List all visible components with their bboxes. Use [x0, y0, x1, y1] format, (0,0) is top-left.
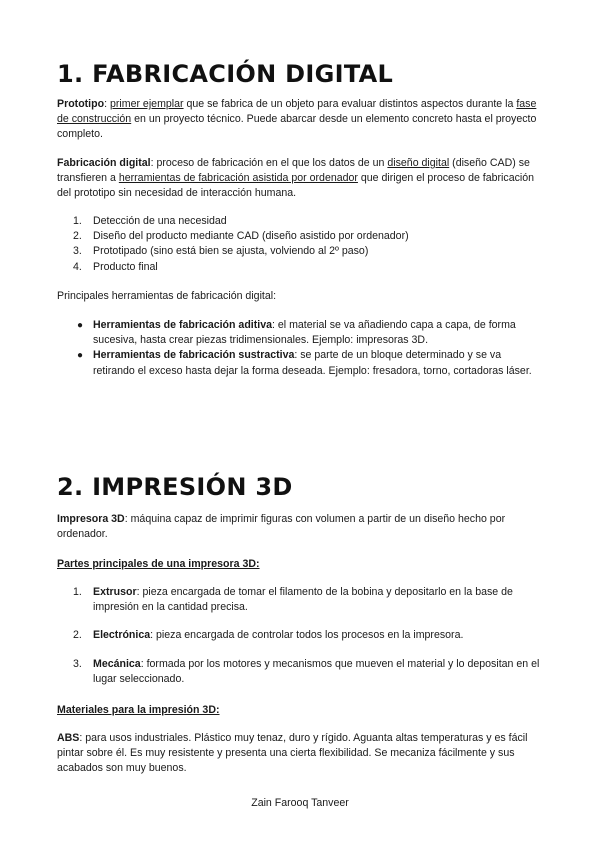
list-number: 1.: [73, 586, 82, 598]
list-item: [57, 260, 543, 275]
part-term: Electrónica: [93, 629, 151, 641]
abs-paragraph: [57, 731, 543, 777]
bullet-icon: ●: [77, 350, 84, 362]
text-span: que dirigen el proceso de fabricación del prototipo sin necesidad de interacción humana.: [57, 172, 535, 200]
prototipo-term: Prototipo: [57, 98, 105, 110]
text-span: que se fabrica de un objeto para evaluar distintos aspectos durante la: [183, 98, 517, 110]
text-span: : proceso de fabricación en el que los datos de un: [150, 157, 388, 169]
parts-list: [57, 628, 543, 643]
list-number: 3.: [73, 658, 82, 670]
materials-heading: Materiales para la impresión 3D:: [57, 704, 220, 716]
list-item: [57, 229, 543, 244]
list-number: 4.: [73, 260, 82, 273]
section1-title: 1. FABRICACIÓN DIGITAL: [57, 60, 394, 88]
steps-list: [57, 214, 543, 275]
part-term: Extrusor: [93, 586, 137, 598]
part-term: Mecánica: [93, 658, 141, 670]
impresora-paragraph: [57, 512, 543, 542]
list-item: [57, 244, 543, 259]
list-item: [57, 318, 543, 348]
list-number: 3.: [73, 245, 82, 258]
tool-term: Herramientas de fabricación sustractiva: [93, 349, 295, 362]
list-number: 2.: [73, 230, 82, 243]
list-text: Detección de una necesidad: [93, 215, 227, 227]
text-span: (diseño CAD) se transfieren a: [57, 157, 530, 185]
footer-author: Zain Farooq Tanveer: [251, 797, 349, 809]
list-item: [57, 214, 543, 229]
parts-list: [57, 657, 543, 687]
text-span: :: [104, 98, 110, 110]
text-span: en un proyecto técnico. Puede abarcar desde un elemento concreto hasta el proyecto completo.: [57, 113, 537, 141]
part-text: : formada por los motores y mecanismos que mueven el material y lo depositan en el lugar seleccionado.: [93, 658, 540, 686]
link-fase-construccion[interactable]: fase de construcción: [57, 98, 537, 126]
fabricacion-term: Fabricación digital: [57, 157, 151, 169]
list-text: Diseño del producto mediante CAD (diseño asistido por ordenador): [93, 230, 409, 243]
impresora-term: Impresora 3D: [57, 513, 125, 525]
parts-heading: Partes principales de una impresora 3D:: [57, 558, 260, 570]
list-text: Prototipado (sino está bien se ajusta, volviendo al 2º paso): [93, 245, 369, 258]
tool-text: : el material se va añadiendo capa a capa, de forma sucesiva, hasta crear piezas tridimensionales. Ejemplo: impresoras 3D.: [93, 319, 516, 347]
list-number: 2.: [73, 629, 82, 641]
bullet-icon: ●: [77, 320, 84, 331]
list-number: 1.: [73, 215, 82, 227]
part-text: : pieza encargada de tomar el filamento de la bobina y depositarlo en la base de impresión en la cantidad precisa.: [93, 586, 513, 614]
part-text: : pieza encargada de controlar todos los procesos en la impresora.: [150, 629, 464, 641]
section2-title: 2. IMPRESIÓN 3D: [57, 473, 293, 501]
list-text: Producto final: [93, 260, 158, 273]
list-item: [57, 657, 543, 687]
tools-intro: Principales herramientas de fabricación digital:: [57, 290, 277, 302]
tool-term: Herramientas de fabricación aditiva: [93, 319, 272, 331]
tool-text: : se parte de un bloque determinado y se va retirando el exceso hasta dejar la forma deseada. Ejemplo: fresadora, torno, cortadoras láser.: [93, 349, 532, 377]
list-item: [57, 628, 543, 643]
link-primer-ejemplar[interactable]: primer ejemplar: [109, 98, 184, 110]
prototipo-paragraph: [57, 97, 543, 143]
list-item: [57, 348, 543, 378]
text-span: : para usos industriales. Plástico muy tenaz, duro y rígido. Aguanta altas temperaturas y es fácil pintar sobre él. Es muy resistente y presenta una cierta flexibilidad. Se mecaniza fácilmente y sus acabados son muy buenos.: [57, 732, 528, 775]
list-item: [57, 585, 543, 615]
abs-term: ABS: [57, 732, 80, 744]
link-herramientas-fabricacion[interactable]: herramientas de fabricación asistida por ordenador: [118, 172, 358, 185]
parts-list: [57, 585, 543, 615]
tools-list: [57, 318, 543, 379]
fabricacion-paragraph: [57, 156, 543, 202]
link-diseno-digital[interactable]: diseño digital: [387, 157, 450, 169]
text-span: : máquina capaz de imprimir figuras con volumen a partir de un diseño hecho por ordenador.: [57, 513, 506, 541]
